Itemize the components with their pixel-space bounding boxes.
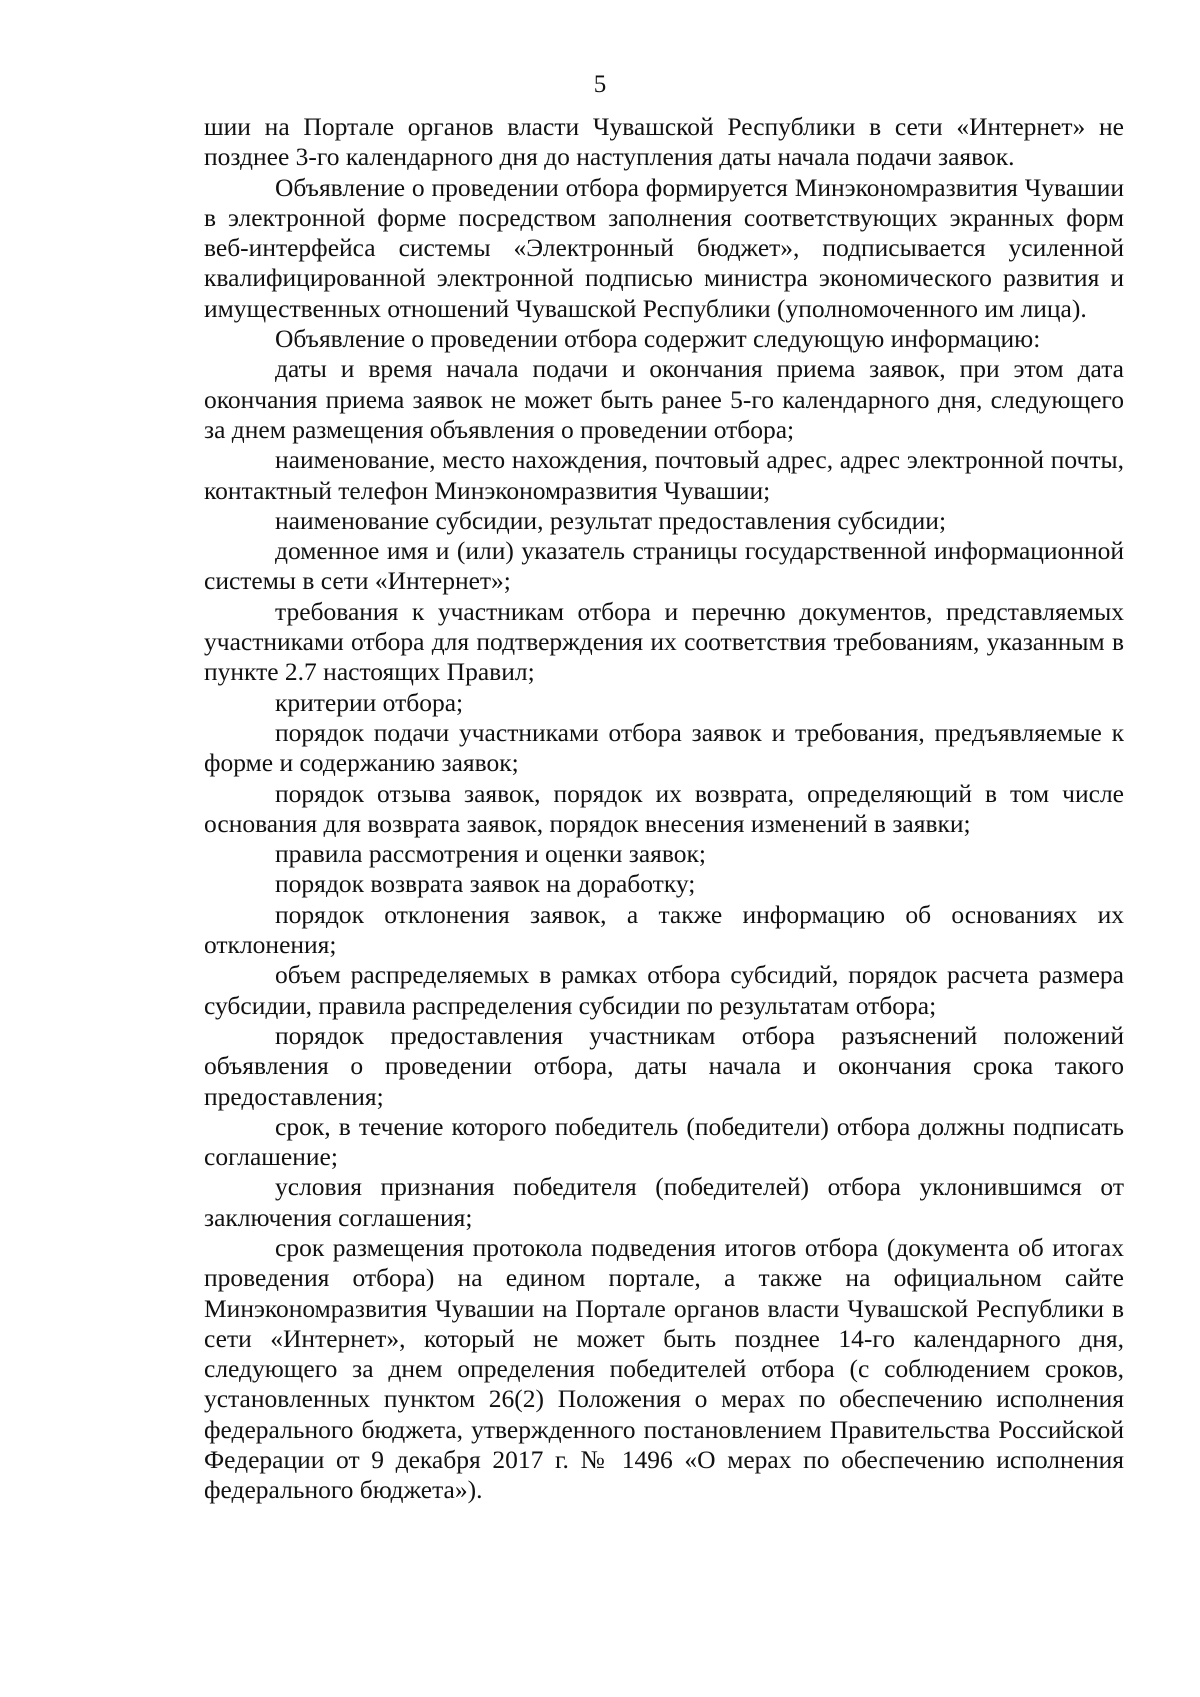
list-item-clarifications: порядок предоставления участникам отбора разъяснений положений объявления о проведении отбора, даты начала и окончания срока такого предоставления; <box>204 1020 1124 1111</box>
list-item-withdrawal-procedure: порядок отзыва заявок, порядок их возврата, определяющий в том числе основания для возврата заявок, порядок внесения изменений в заявки; <box>204 778 1124 838</box>
list-item-submission-procedure: порядок подачи участниками отбора заявок и требования, предъявляемые к форме и содержанию заявок; <box>204 717 1124 778</box>
document-body <box>204 112 1124 1506</box>
list-item-evasion-conditions: условия признания победителя (победителей) отбора уклонившимся от заключения соглашения; <box>204 1172 1124 1232</box>
list-item-return-procedure: порядок возврата заявок на доработку; <box>275 869 696 899</box>
list-item-protocol-publication: срок размещения протокола подведения итогов отбора (документа об итогах проведения отбора) на едином портале, а также на официальном сайте Минэкономразвития Чувашии на Портале органов власти Чувашской Республики в сети «Интернет», который не может быть позднее 14-го календарного дня, следующего за днем определения победителей отбора (с соблюдением сроков, установленных пунктом 26(2) Положения о мерах по обеспечению исполнения федерального бюджета, утвержденного постановлением Правительства Российской Федерации от 9 декабря 2017 г. № 1496 «О мерах по обеспечению исполнения федерального бюджета»). <box>204 1232 1124 1505</box>
list-item-rejection-procedure: порядок отклонения заявок, а также информацию об основаниях их отклонения; <box>204 899 1124 960</box>
list-item-selection-criteria: критерии отбора; <box>275 687 464 717</box>
paragraph-announcement-contents: Объявление о проведении отбора содержит следующую информацию: <box>275 324 1041 354</box>
list-item-agreement-deadline: срок, в течение которого победитель (победители) отбора должны подписать соглашение; <box>204 1111 1124 1172</box>
list-item-subsidy-volume: объем распределяемых в рамках отбора субсидий, порядок расчета размера субсидии, правила распределения субсидии по результатам отбора; <box>204 960 1124 1020</box>
list-item-contacts: наименование, место нахождения, почтовый адрес, адрес электронной почты, контактный телефон Минэкономразвития Чувашии; <box>204 445 1124 505</box>
paragraph-announcement-formation: Объявление о проведении отбора формируется Минэкономразвития Чувашии в электронной форме посредством заполнения соответствующих экранных форм веб-интерфейса системы «Электронный бюджет», подписывается усиленной квалифицированной электронной подписью министра экономического развития и имущественных отношений Чувашской Республики (уполномоченного им лица). <box>204 172 1124 323</box>
paragraph-continuation: шии на Портале органов власти Чувашской Республики в сети «Интернет» не позднее 3-го календарного дня до наступления даты начала подачи заявок. <box>204 112 1124 172</box>
list-item-domain-name: доменное имя и (или) указатель страницы государственной информационной системы в сети «Интернет»; <box>204 536 1124 596</box>
page-number: 5 <box>593 71 607 98</box>
list-item-participant-requirements: требования к участникам отбора и перечню документов, представляемых участниками отбора для подтверждения их соответствия требованиям, указанным в пункте 2.7 настоящих Правил; <box>204 596 1124 687</box>
list-item-subsidy-name: наименование субсидии, результат предоставления субсидии; <box>275 505 947 535</box>
list-item-review-rules: правила рассмотрения и оценки заявок; <box>275 839 706 869</box>
list-item-dates: даты и время начала подачи и окончания приема заявок, при этом дата окончания приема заявок не может быть ранее 5-го календарного дня, следующего за днем размещения объявления о проведении отбора; <box>204 354 1124 444</box>
